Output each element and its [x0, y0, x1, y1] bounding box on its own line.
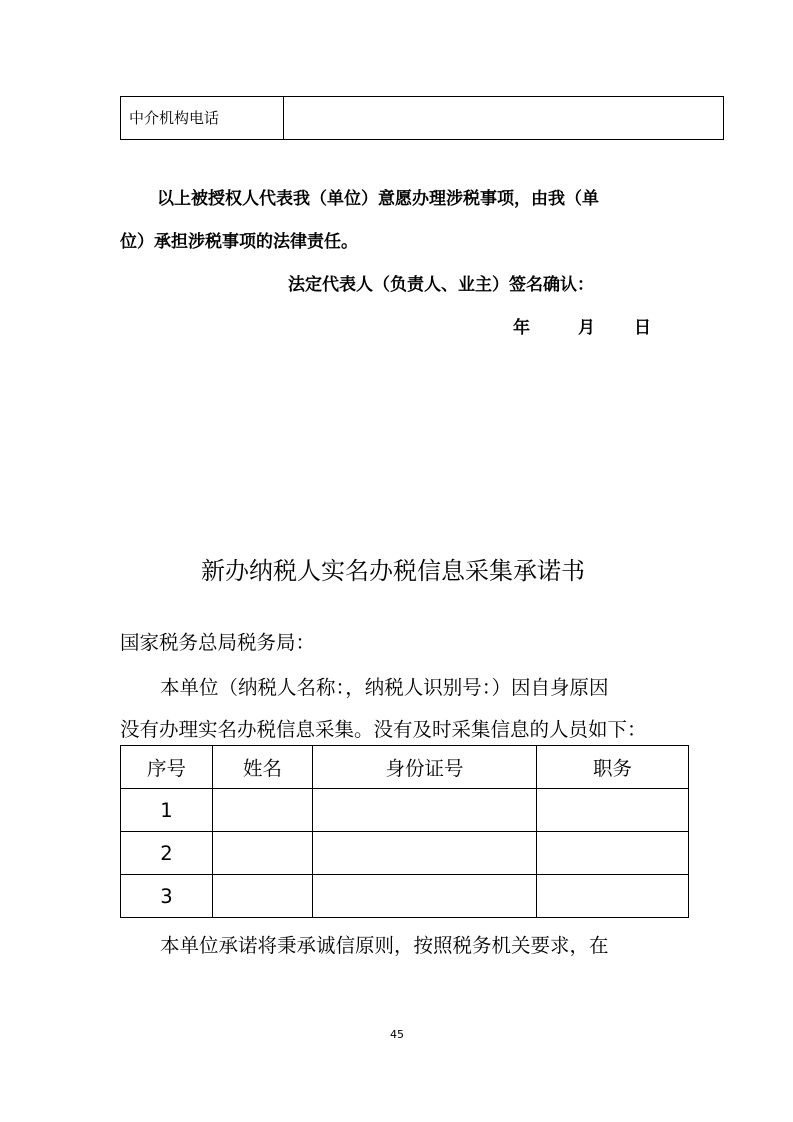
date-day: 日 [634, 318, 651, 338]
document-title: 新办纳税人实名办税信息采集承诺书 [201, 557, 585, 585]
agency-phone-label: 中介机构电话 [121, 97, 284, 139]
cell-id-number[interactable] [313, 875, 537, 918]
header-serial: 序号 [121, 746, 213, 789]
cell-serial: 1 [121, 789, 213, 832]
date-month: 月 [578, 318, 595, 338]
paragraph-1-line-2: 没有办理实名办税信息采集。没有及时采集信息的人员如下： [120, 718, 647, 741]
cell-position[interactable] [537, 875, 689, 918]
cell-position[interactable] [537, 789, 689, 832]
cell-name[interactable] [213, 789, 313, 832]
cell-serial: 2 [121, 832, 213, 875]
table-row [121, 832, 689, 875]
agency-phone-table [120, 96, 724, 140]
cell-name[interactable] [213, 832, 313, 875]
cell-id-number[interactable] [313, 832, 537, 875]
cell-position[interactable] [537, 832, 689, 875]
authorization-line-2: 位）承担涉税事项的法律责任。 [120, 232, 358, 252]
page-number: 45 [390, 1028, 404, 1041]
agency-phone-value[interactable] [284, 97, 723, 139]
cell-id-number[interactable] [313, 789, 537, 832]
cell-serial: 3 [121, 875, 213, 918]
paragraph-1-line-1: 本单位（纳税人名称：，纳税人识别号：）因自身原因 [160, 676, 609, 699]
header-position: 职务 [537, 746, 689, 789]
header-id-number: 身份证号 [313, 746, 537, 789]
cell-name[interactable] [213, 875, 313, 918]
authorization-line-1: 以上被授权人代表我（单位）意愿办理涉税事项，由我（单 [157, 189, 599, 209]
staff-info-table [120, 745, 689, 918]
table-row [121, 789, 689, 832]
signature-confirmation: 法定代表人（负责人、业主）签名确认： [288, 275, 594, 295]
paragraph-2-line-1: 本单位承诺将秉承诚信原则，按照税务机关要求，在 [160, 934, 609, 957]
date-year: 年 [513, 318, 530, 338]
table-header-row [121, 746, 689, 789]
addressee: 国家税务总局税务局： [120, 631, 316, 654]
header-name: 姓名 [213, 746, 313, 789]
table-row [121, 875, 689, 918]
